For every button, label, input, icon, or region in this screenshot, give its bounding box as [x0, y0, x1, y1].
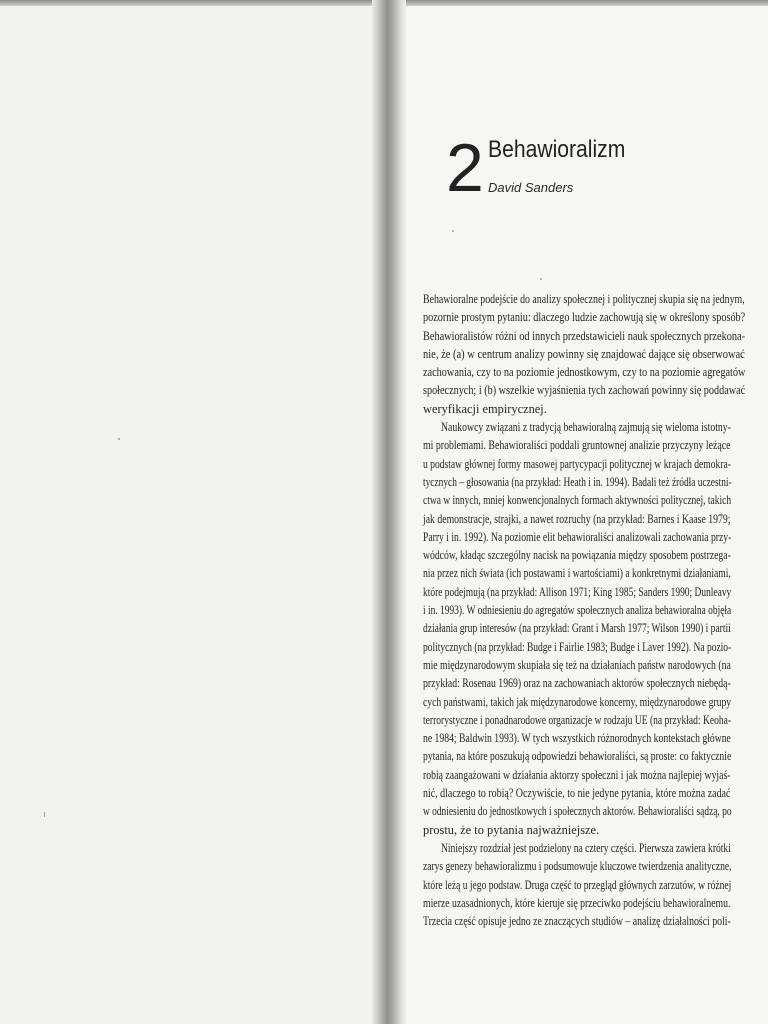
- text-line: nić, dlaczego to robią? Oczywiście, to nie jedyne pytania, które można zadać: [423, 786, 731, 801]
- chapter-title: Behawioralizm: [488, 136, 626, 163]
- scan-speck: [540, 278, 542, 280]
- text-line: politycznych (na przykład: Budge i Fairlie 1983; Budge i Laver 1992). Na pozio-: [423, 639, 732, 654]
- text-line: i in. 1993). W odniesieniu do agregatów społecznych analiza behawioralna objęła: [423, 603, 732, 618]
- text-line: ne 1984; Baldwin 1993). W tych wszystkich różnorodnych kontekstach główne: [423, 731, 731, 746]
- text-line: które podejmują (na przykład: Allison 1971; King 1985; Sanders 1990; Dunleavy: [423, 584, 732, 599]
- text-line: ctwa w innych, mniej konwencjonalnych formach aktywności politycznej, takich: [423, 493, 732, 508]
- text-line: działania grup interesów (na przykład: Grant i Marsh 1977; Wilson 1990) i partii: [423, 621, 731, 636]
- text-line: nie, że (a) w centrum analizy powinny się znajdować dające się obserwować: [423, 346, 745, 361]
- chapter-body-text: [423, 290, 745, 930]
- paragraph-1: [423, 290, 745, 418]
- text-line: Trzecia część opisuje jedno ze znaczących studiów – analizę działalności poli-: [423, 914, 731, 929]
- text-line: Niniejszy rozdział jest podzielony na cztery części. Pierwsza zawiera krótki: [441, 840, 731, 855]
- chapter-number: 2: [446, 130, 484, 206]
- text-line: robią zaangażowani w działania aktorzy społeczni i jak można najlepiej wyjaś-: [423, 767, 731, 782]
- text-line: Parry i in. 1992). Na poziomie elit behawioraliści analizowali zachowania przy-: [423, 529, 732, 544]
- text-line: które leżą u jego podstaw. Druga część to przegląd głównych zarzutów, w różnej: [423, 877, 732, 892]
- text-line: jak demonstracje, strajki, a nawet rozruchy (na przykład: Barnes i Kaase 1979;: [423, 511, 731, 526]
- text-line: nia przez nich świata (ich postawami i wartościami) a konkretnymi działaniami,: [423, 566, 731, 581]
- text-line: zarys genezy behawioralizmu i podsumowuje kluczowe twierdzenia analityczne,: [423, 859, 732, 874]
- paragraph-2: [423, 418, 745, 839]
- text-line: przykład: Rosenau 1969) oraz na zachowaniach aktorów społecznych niebędą-: [423, 676, 731, 691]
- text-line: tycznych – głosowania (na przykład: Heath i in. 1994). Badali też źródła uczestni-: [423, 474, 732, 489]
- text-line: weryfikacji empirycznej.: [423, 401, 547, 416]
- text-line: społecznych; i (b) wszelkie wyjaśnienia tych zachowań powinny się poddawać: [423, 383, 746, 398]
- text-line: zachowania, czy to na poziomie jednostkowym, czy to na poziomie agregatów: [423, 365, 746, 380]
- text-line: mie międzynarodowym skupiała się też na działaniach państw narodowych (na: [423, 657, 731, 672]
- scan-speck: [452, 230, 454, 232]
- book-gutter: [372, 0, 406, 1024]
- text-line: Behawioralistów różni od innych przedstawicieli nauk społecznych przekona-: [423, 328, 746, 343]
- chapter-author: David Sanders: [488, 180, 574, 195]
- paragraph-3: [423, 839, 745, 930]
- text-line: pytania, na które poszukują odpowiedzi behawioraliści, są proste: co faktycznie: [423, 749, 732, 764]
- left-page-blank: [0, 6, 378, 1024]
- scan-speck: [118, 438, 120, 440]
- text-line: pozornie prostym pytaniu: dlaczego ludzie zachowują się w określony sposób?: [423, 310, 746, 325]
- text-line: Behawioralne podejście do analizy społecznej i politycznej skupia się na jednym,: [423, 292, 745, 306]
- text-line: mierze uzasadnionych, które kieruje się przeciwko podejściu behawioralnemu.: [423, 895, 731, 910]
- text-line: mi problemami. Behawioraliści poddali gruntownej analizie przyczyny leżące: [423, 438, 731, 453]
- text-line: w odniesieniu do jednostkowych i społecznych aktorów. Behawioraliści sądzą, po: [423, 804, 732, 819]
- text-line: terrorystyczne i ponadnarodowe organizacje w rodzaju UE (na przykład: Keoha-: [423, 712, 732, 727]
- text-line: Naukowcy związani z tradycją behawioralną zajmują się wieloma istotny-: [441, 420, 731, 435]
- text-line: wódców, kładąc szczególny nacisk na powiązania między sposobem postrzega-: [423, 548, 731, 563]
- text-line: prostu, że to pytania najważniejsze.: [423, 822, 600, 837]
- text-line: u podstaw głównej formy masowej partycypacji politycznej w krajach demokra-: [423, 456, 731, 471]
- scan-speck: [44, 812, 45, 817]
- text-line: cych państwami, takich jak międzynarodowe koncerny, międzynarodowe grupy: [423, 694, 732, 709]
